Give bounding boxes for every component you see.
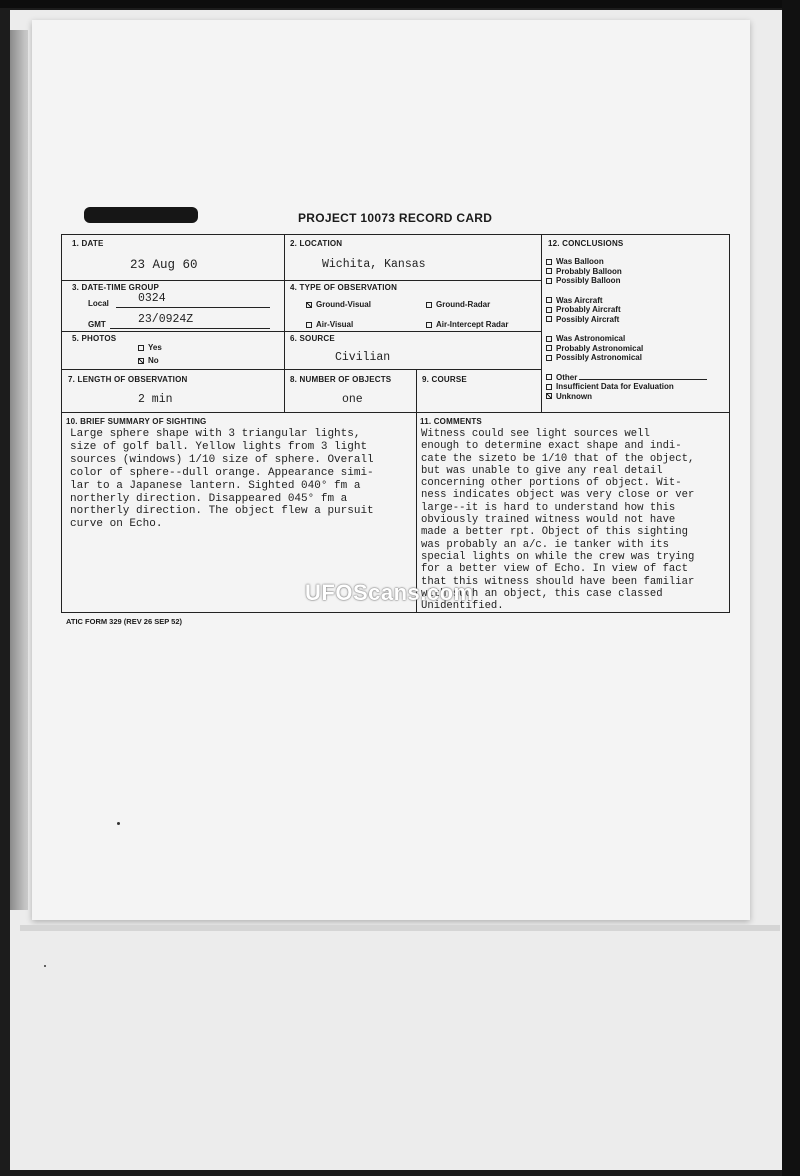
option-label: Was Aircraft	[556, 295, 603, 305]
option-label: Possibly Balloon	[556, 276, 621, 285]
checkbox-checked[interactable]	[306, 302, 312, 308]
comments-text: Witness could see light sources well enough to determine exact shape and indi- cate the sizeto be 1/10 that of the object, but was unable to give any real detail concerning other portions of object. Wit- ness indicates object was very close or ver large--it is hard to understand how this obviously trained witness would not have made a better rpt. Object of this sighting was probably an a/c. ie tanker with its special lights on while the crew was trying for a better view of Echo. In view of fact that this witness should have been familiar with such an object, this case classed Unidentified.	[421, 428, 695, 613]
watermark: UFOScans.com	[305, 580, 474, 605]
conclusion-possibly-astronomical[interactable]	[546, 353, 707, 363]
option-label: No	[148, 356, 159, 365]
grid-line	[61, 331, 541, 332]
scan-border-top	[0, 0, 800, 8]
option-label: Was Astronomical	[556, 334, 626, 343]
option-label: Air-Visual	[316, 320, 354, 329]
conclusion-was-astronomical[interactable]	[546, 334, 707, 344]
grid-line	[284, 234, 285, 412]
location-label: 2. LOCATION	[290, 239, 343, 248]
option-label: Air-Intercept Radar	[436, 320, 509, 329]
source-value: Civilian	[335, 351, 391, 364]
conclusion-probably-astronomical[interactable]	[546, 344, 707, 354]
summary-label: 10. BRIEF SUMMARY OF SIGHTING	[66, 417, 207, 426]
option-label: Was Balloon	[556, 257, 604, 266]
option-label: Insufficient Data for Evaluation	[556, 382, 674, 391]
gmt-label: GMT	[88, 320, 106, 329]
length-value: 2 min	[138, 393, 173, 406]
conclusion-insufficient-data[interactable]	[546, 382, 707, 392]
conclusion-other[interactable]	[546, 373, 707, 383]
obs-air-visual[interactable]	[306, 320, 353, 329]
photos-label: 5. PHOTOS	[72, 334, 117, 343]
objects-label: 8. NUMBER OF OBJECTS	[290, 375, 392, 384]
conclusion-probably-aircraft[interactable]	[546, 305, 707, 315]
objects-value: one	[342, 393, 363, 406]
dust-speck	[44, 965, 46, 967]
checkbox[interactable]	[546, 336, 552, 342]
grid-line	[416, 369, 417, 613]
conclusion-possibly-balloon[interactable]	[546, 276, 707, 286]
checkbox[interactable]	[546, 307, 552, 313]
checkbox[interactable]	[546, 259, 552, 265]
gmt-underline	[110, 328, 270, 329]
checkbox[interactable]	[138, 345, 144, 351]
option-label: Possibly Astronomical	[556, 353, 642, 362]
checkbox[interactable]	[546, 345, 552, 351]
conclusion-was-balloon[interactable]	[546, 257, 707, 267]
obs-ground-visual[interactable]	[306, 300, 371, 309]
local-underline	[116, 307, 270, 308]
grid-line	[541, 234, 542, 412]
obs-air-intercept-radar[interactable]	[426, 320, 508, 329]
redaction-mark	[84, 207, 198, 223]
date-value: 23 Aug 60	[130, 258, 198, 272]
conclusion-unknown[interactable]	[546, 392, 707, 402]
option-label: Yes	[148, 343, 162, 352]
dust-speck	[117, 822, 120, 825]
obs-ground-radar[interactable]	[426, 300, 490, 309]
location-value: Wichita, Kansas	[322, 258, 426, 271]
option-label: Unknown	[556, 391, 592, 401]
card-edge	[20, 925, 780, 931]
option-label: Ground-Radar	[436, 300, 491, 309]
option-label: Possibly Aircraft	[556, 314, 620, 324]
conclusions-label: 12. CONCLUSIONS	[548, 239, 624, 248]
grid-line	[61, 412, 730, 413]
checkbox-checked[interactable]	[546, 393, 552, 399]
comments-label: 11. COMMENTS	[420, 417, 482, 426]
checkbox[interactable]	[306, 322, 312, 328]
gmt-value: 23/0924Z	[138, 313, 194, 326]
checkbox[interactable]	[426, 302, 432, 308]
checkbox[interactable]	[426, 322, 432, 328]
checkbox[interactable]	[546, 278, 552, 284]
conclusion-probably-balloon[interactable]	[546, 267, 707, 277]
checkbox-checked[interactable]	[138, 358, 144, 364]
grid-line	[61, 369, 541, 370]
photos-yes[interactable]	[138, 343, 162, 352]
grid-line	[61, 280, 541, 281]
checkbox[interactable]	[546, 268, 552, 274]
obs-type-label: 4. TYPE OF OBSERVATION	[290, 283, 398, 292]
conclusions-list	[546, 257, 707, 401]
summary-text: Large sphere shape with 3 triangular lights, size of golf ball. Yellow lights from 3 light sources (windows) 1/10 size of sphere. Overall color of sphere--dull orange. Appearance simi- lar to a Japanese lantern. Sighted 040° fm a northerly direction. Disappeared 045° fm a northerly direction. The object flew a pursuit curve on Echo.	[70, 428, 374, 531]
date-label: 1. DATE	[72, 239, 104, 248]
source-label: 6. SOURCE	[290, 334, 335, 343]
option-label: Probably Balloon	[556, 266, 622, 276]
local-value: 0324	[138, 292, 166, 305]
photos-no[interactable]	[138, 356, 159, 365]
dtg-label: 3. DATE-TIME GROUP	[72, 283, 160, 292]
length-label: 7. LENGTH OF OBSERVATION	[68, 375, 188, 384]
local-label: Local	[88, 299, 109, 308]
course-label: 9. COURSE	[422, 375, 467, 384]
scan-border-right	[782, 0, 800, 1176]
conclusion-possibly-aircraft[interactable]	[546, 315, 707, 325]
checkbox[interactable]	[546, 297, 552, 303]
option-label: Probably Aircraft	[556, 305, 621, 314]
other-underline	[579, 379, 707, 380]
form-footer: ATIC FORM 329 (REV 26 SEP 52)	[66, 617, 183, 626]
option-label: Other	[556, 372, 578, 382]
conclusion-was-aircraft[interactable]	[546, 296, 707, 306]
checkbox[interactable]	[546, 384, 552, 390]
option-label: Probably Astronomical	[556, 343, 644, 353]
option-label: Ground-Visual	[316, 300, 371, 309]
checkbox[interactable]	[546, 316, 552, 322]
sheet-shadow	[10, 30, 28, 910]
checkbox[interactable]	[546, 374, 552, 380]
card-title: PROJECT 10073 RECORD CARD	[298, 211, 493, 225]
checkbox[interactable]	[546, 355, 552, 361]
